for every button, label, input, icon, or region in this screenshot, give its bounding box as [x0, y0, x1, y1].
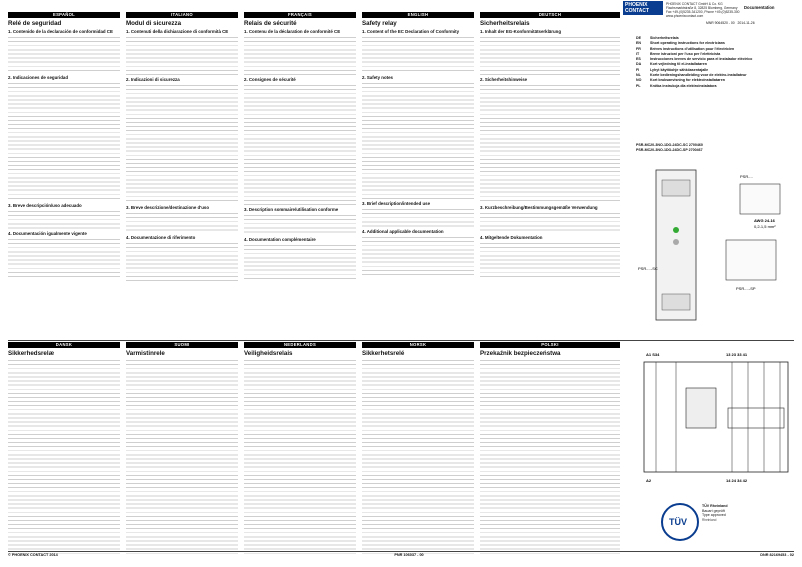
column-title: Relé de seguridad: [8, 20, 62, 27]
language-title: Brèves instructions d'utilisation pour l'électricien: [650, 46, 735, 51]
language-title: Sicherheitsrelais: [650, 36, 679, 40]
lang-bar: DEUTSCH: [480, 12, 620, 18]
column-es: [8, 12, 120, 279]
column-it: [126, 12, 238, 281]
column-title: Safety relay: [362, 20, 397, 27]
order-numbers: [636, 143, 703, 152]
body-text: [244, 35, 356, 75]
status-led: [673, 239, 679, 245]
status-led: [673, 227, 679, 233]
tuv-logo: [660, 502, 700, 542]
section-heading: 3. Breve descrizione/destinazione d'uso: [126, 205, 210, 210]
column-pl: [480, 342, 620, 554]
lang-bar: ENGLISH: [362, 12, 474, 18]
copyright: © PHOENIX CONTACT 2014: [8, 553, 58, 557]
diagram-label: PSR-...-SC: [638, 266, 658, 271]
body-text: [480, 35, 620, 75]
section-heading: 3. Brief description/intended use: [362, 201, 431, 206]
language-code: FI: [636, 67, 640, 72]
body-text: [362, 207, 474, 227]
lang-bar: FRANÇAIS: [244, 12, 356, 18]
language-code: EN: [636, 41, 641, 46]
wiring-diagram: [636, 348, 796, 498]
body-text: [8, 81, 120, 201]
language-title: Kort bruksanvisning for elektroinstallatøren: [650, 78, 725, 83]
section-heading: 2. Safety notes: [362, 75, 393, 80]
column-nl: [244, 342, 356, 554]
diagram-label: 0,2-1,5 mm²: [754, 224, 776, 229]
language-code: NO: [636, 78, 642, 83]
column-de: [480, 12, 620, 279]
diagram-label: A2: [646, 478, 652, 483]
section-heading: 4. Documentazione di riferimento: [126, 235, 196, 240]
body-text: [362, 235, 474, 277]
column-fi: [126, 342, 238, 554]
connector-detail: [740, 184, 780, 214]
body-text: [244, 213, 356, 235]
body-text: [8, 209, 120, 229]
tuv-certification: [660, 500, 798, 545]
column-title: Sikkerhedsrelæ: [8, 350, 55, 357]
body-text: [244, 83, 356, 205]
section-heading: 1. Contenuti della dichiarazione di conformità CE: [126, 29, 229, 34]
language-code: NL: [636, 73, 641, 78]
doc-date: 2014-11-26: [737, 21, 755, 25]
language-list: [636, 36, 786, 89]
language-row: [636, 84, 786, 89]
section-heading: 4. Documentación igualmente vigente: [8, 231, 87, 236]
body-text: [480, 358, 620, 554]
order-line: PSR-MC20-3NO-1DO-24DC-SC 2700460: [636, 143, 703, 147]
lang-bar: NORSK: [362, 342, 474, 348]
diagram-label: 13 23 33 41: [726, 352, 748, 357]
column-title: Relais de sécurité: [244, 20, 297, 27]
body-text: [244, 243, 356, 281]
column-title: Przekaźnik bezpieczeństwa: [480, 350, 561, 357]
column-title: Modul di sicurezza: [126, 20, 182, 27]
lang-bar: ITALIANO: [126, 12, 238, 18]
column-no: [362, 342, 474, 554]
address-line: PHOENIX CONTACT GmbH & Co. KG: [666, 2, 723, 6]
lang-bar: DANSK: [8, 342, 120, 348]
body-text: [126, 83, 238, 203]
language-code: DE: [636, 36, 641, 40]
section-heading: 4. Additional applicable documentation: [362, 229, 444, 234]
column-da: [8, 342, 120, 554]
language-code: ES: [636, 57, 641, 62]
lang-bar: SUOMI: [126, 342, 238, 348]
lang-bar: POLSKI: [480, 342, 620, 348]
body-text: [362, 81, 474, 199]
diagram-label: AWG 24-16: [754, 218, 775, 223]
column-en: [362, 12, 474, 277]
address-line: Fax +49-(0)5235-341200, Phone +49-(0)5235-300: [666, 10, 740, 14]
body-text: [126, 358, 238, 554]
row-divider: [8, 340, 794, 341]
body-text: [126, 35, 238, 75]
language-title: Lyhyt käyttöohje sähköasentajalle: [650, 67, 709, 72]
tuv-line: Type approved: [702, 513, 726, 518]
language-title: Short operating instructions for electricians: [650, 41, 725, 46]
logic-block: [686, 388, 716, 428]
section-heading: 2. Indicaciones de seguridad: [8, 75, 69, 80]
section-heading: 3. Description sommaire/utilisation conforme: [244, 207, 339, 212]
doc-code: MNR 9064520 - 00 2014-11-26: [706, 21, 755, 25]
language-title: Krótka instrukcja dla elektroinstalatora: [650, 83, 717, 88]
language-title: Kort vejledning til el-installatøren: [650, 62, 707, 67]
tuv-brand: TÜV: [669, 517, 687, 527]
tuv-text: [702, 504, 728, 522]
language-title: Instrucciones breves de servicio para el instalador eléctrico: [650, 57, 753, 62]
section-heading: 3. Breve descripción/uso adecuado: [8, 203, 82, 208]
column-title: Veiligheidsrelais: [244, 350, 293, 357]
body-text: [8, 35, 120, 73]
diagram-label: 14 24 34 42: [726, 478, 748, 483]
diagram-label: PSR-...-SP: [736, 286, 756, 291]
contact-block: [728, 408, 784, 428]
body-text: [8, 358, 120, 554]
tuv-sub: Rheinland: [702, 517, 717, 522]
connector-detail: [726, 240, 776, 280]
body-text: [126, 211, 238, 233]
terminal-block: [662, 180, 690, 196]
body-text: [480, 241, 620, 279]
pnr-number: PNR 106037 - 00: [394, 553, 424, 557]
tuv-line: Bauart geprüft: [702, 508, 725, 513]
body-text: [244, 358, 356, 554]
footer: [8, 551, 794, 557]
section-heading: 1. Contenu de la déclaration de conformité CE: [244, 29, 341, 34]
section-heading: 4. Documentation complémentaire: [244, 237, 316, 242]
section-heading: 3. Kurzbeschreibung/Bestimmungsgemäße Verwendung: [480, 205, 598, 210]
address-line: www.phoenixcontact.com: [666, 14, 704, 18]
documentation-label: Documentation: [744, 5, 775, 10]
body-text: [8, 237, 120, 279]
language-code: FR: [636, 46, 641, 51]
section-heading: 1. Contenido de la declaración de conformidad CE: [8, 29, 113, 34]
column-fr: [244, 12, 356, 281]
dnr-number: DNR 82169453 - 02: [760, 553, 794, 557]
language-code: DA: [636, 62, 642, 67]
brand-logo: PHOENIX CONTACT: [623, 1, 663, 15]
language-code: IT: [636, 51, 640, 56]
column-title: Sicherheitsrelais: [480, 20, 530, 27]
lang-bar: ESPAÑOL: [8, 12, 120, 18]
device-diagram: [636, 160, 796, 340]
section-heading: 4. Mitgeltende Dokumentation: [480, 235, 543, 240]
order-line: PSR-MC20-3NO-1DO-24DC-SP 2700467: [636, 147, 703, 152]
body-text: [126, 241, 238, 281]
section-heading: 1. Content of the EC Declaration of Conformity: [362, 29, 460, 34]
lang-bar: NEDERLANDS: [244, 342, 356, 348]
language-title: Korte bedieningshandleiding voor de elektro-installateur: [650, 73, 747, 78]
section-heading: 2. Sicherheitshinweise: [480, 77, 528, 82]
section-heading: 2. Indicazioni di sicurezza: [126, 77, 180, 82]
diagram-label: A1 S34: [646, 352, 660, 357]
body-text: [480, 211, 620, 233]
column-title: Sikkerhetsrelé: [362, 350, 405, 357]
section-heading: 2. Consignes de sécurité: [244, 77, 296, 82]
tuv-line: TÜV Rheinland: [702, 504, 728, 508]
body-text: [362, 358, 474, 554]
address-line: Flachsmarktstraße 8, 32825 Blomberg, Germany: [666, 6, 738, 10]
language-title: Breve istruzioni per l'uso per l'elettricista: [650, 51, 721, 56]
column-title: Varmistinrele: [126, 350, 165, 357]
body-text: [362, 35, 474, 73]
body-text: [480, 83, 620, 203]
company-address: [666, 2, 740, 18]
diagram-label: PSR-...: [740, 174, 753, 179]
section-heading: 1. Inhalt der EG-Konformitätserklärung: [480, 29, 561, 34]
terminal-block: [662, 294, 690, 310]
language-code: PL: [636, 83, 641, 88]
